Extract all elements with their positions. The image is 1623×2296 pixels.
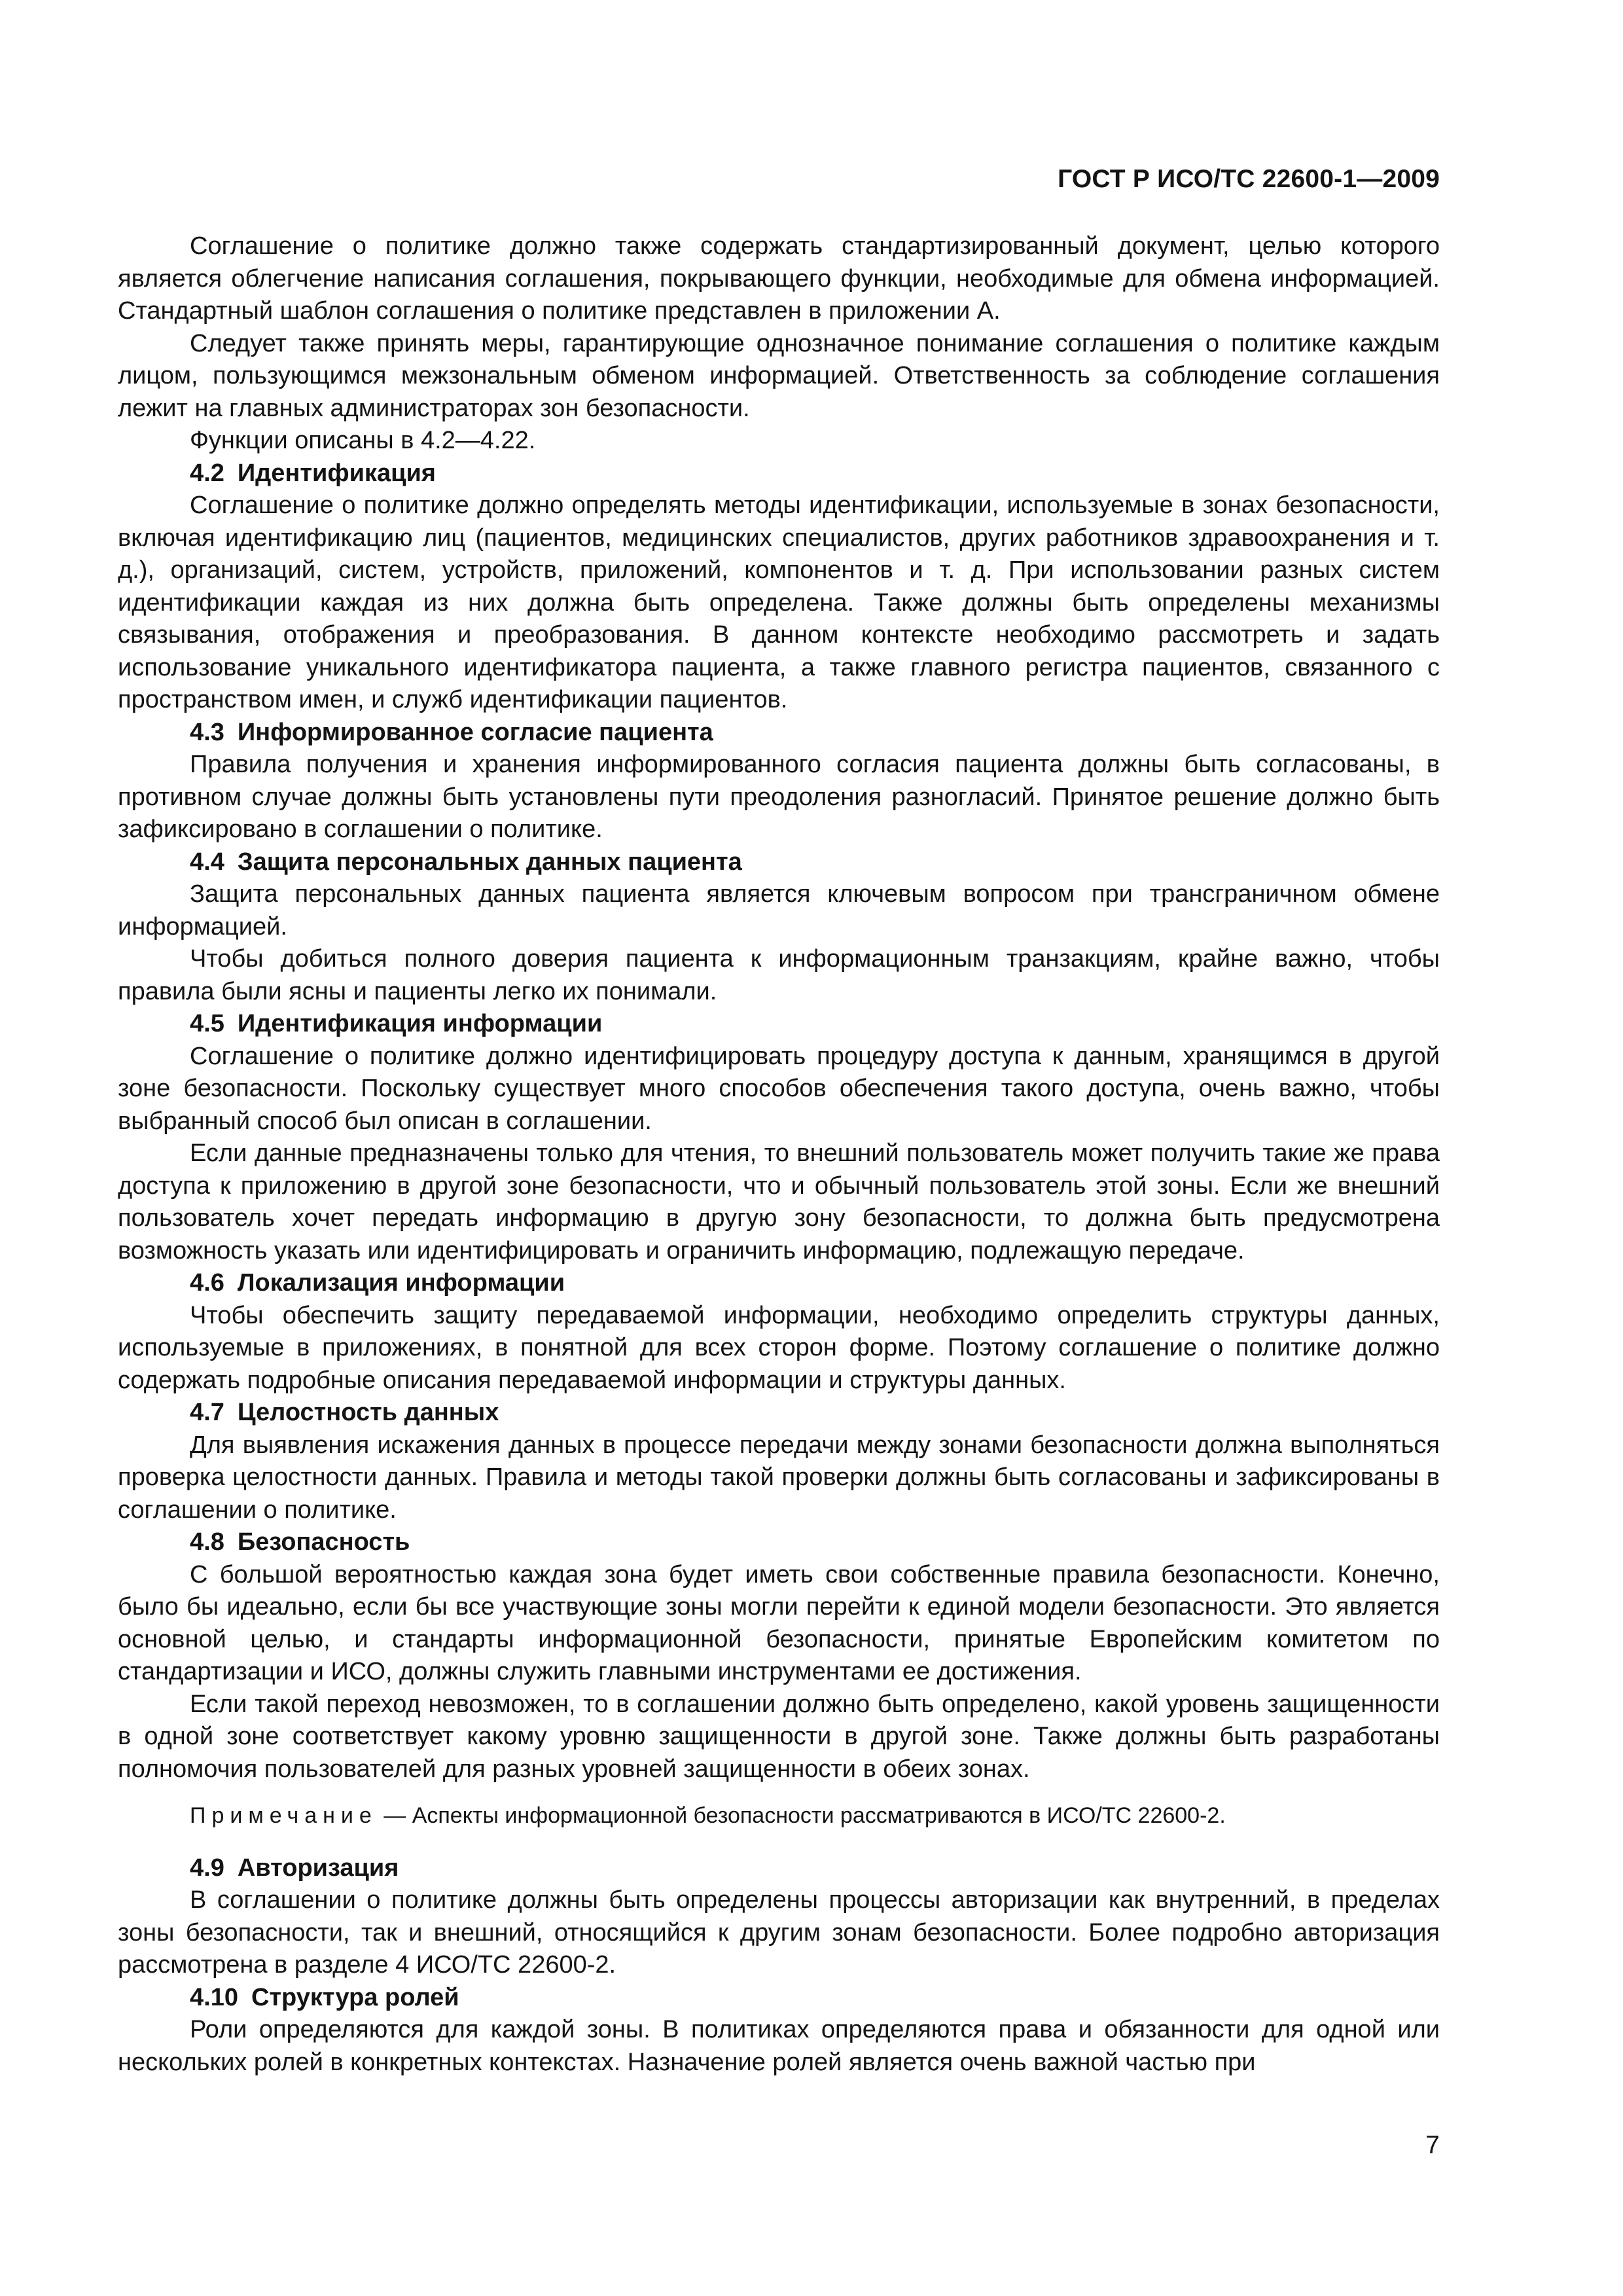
paragraph: Правила получения и хранения информированного согласия пациента должны быть согласованы, в противном случае должны быть установлены пути преодоления разногласий. Принятое решение должно быть зафиксировано в соглашении о политике. [118,751,1440,843]
section-title: Информированное согласие пациента [237,718,713,746]
section-title: Защита персональных данных пациента [237,848,742,876]
paragraph: Соглашение о политике должно также содержать стандартизированный документ, целью которого является облегчение написания соглашения, покрывающего функции, необходимые для обмена информацией. Стандартный шаблон соглашения о политике представлен в приложении А. [118,232,1440,325]
section-number: 4.7 [190,1399,224,1426]
section-heading-4-7 [118,1397,1440,1429]
paragraph: Соглашение о политике должно идентифицировать процедуру доступа к данным, хранящимся в другой зоне безопасности. Поскольку существует много способов обеспечения такого доступа, очень важно, чтобы выбранный способ был описан в соглашении. [118,1042,1440,1135]
paragraph: В соглашении о политике должны быть определены процессы авторизации как внутренний, в пределах зоны безопасности, так и внешний, относящийся к другим зонам безопасности. Более подробно авторизация рассмотрена в разделе 4 ИСО/ТС 22600-2. [118,1886,1440,1979]
paragraph: Если такой переход невозможен, то в соглашении должно быть определено, какой уровень защищенности в одной зоне соответствует какому уровню защищенности в другой зоне. Также должны быть разработаны полномочия пользователей для разных уровней защищенности в обеих зонах. [118,1690,1440,1783]
document-header: ГОСТ Р ИСО/ТС 22600-1—2009 [1058,165,1440,193]
paragraph: Чтобы обеспечить защиту передаваемой информации, необходимо определить структуры данных, используемые в приложениях, в понятной для всех сторон форме. Поэтому соглашение о политике должно содержать подробные описания передаваемой информации и структуры данных. [118,1301,1440,1394]
section-heading-4-8 [118,1526,1440,1559]
section-title: Авторизация [237,1854,399,1882]
document-body [118,230,1440,2079]
section-heading-4-6 [118,1267,1440,1300]
paragraph: Защита персональных данных пациента является ключевым вопросом при трансграничном обмене информацией. [118,880,1440,941]
section-number: 4.2 [190,459,224,487]
paragraph: Если данные предназначены только для чтения, то внешний пользователь может получить такие же права доступа к приложению в другой зоне безопасности, что и обычный пользователь этой зоны. Если же внешний пользователь хочет передать информацию в другую зону безопасности, то должна быть предусмотрена возможность указать или идентифицировать и ограничить информацию, подлежащую передаче. [118,1139,1440,1265]
section-heading-4-9 [118,1852,1440,1885]
section-heading-4-4 [118,846,1440,879]
paragraph: С большой вероятностью каждая зона будет иметь свои собственные правила безопасности. Конечно, было бы идеально, если бы все участвующие зоны могли перейти к единой модели безопасности. Это является основной целью, и стандарты информационной безопасности, принятые Европейским комитетом по стандартизации и ИСО, должны служить главными инструментами ее достижения. [118,1560,1440,1685]
section-heading-4-5 [118,1008,1440,1041]
section-heading-4-3 [118,717,1440,749]
section-heading-4-10 [118,1982,1440,2015]
document-page [118,0,1440,2296]
section-title: Локализация информации [237,1269,565,1297]
page-number: 7 [1425,2131,1440,2159]
section-title: Целостность данных [237,1399,499,1426]
section-number: 4.8 [190,1528,224,1556]
section-title: Структура ролей [251,1983,459,2011]
paragraph: Для выявления искажения данных в процессе передачи между зонами безопасности должна выполняться проверка целостности данных. Правила и методы такой проверки должны быть согласованы и зафиксированы в соглашении о политике. [118,1431,1440,1524]
section-title: Идентификация информации [237,1010,603,1037]
section-number: 4.9 [190,1854,224,1882]
section-number: 4.3 [190,718,224,746]
section-title: Безопасность [237,1528,410,1556]
note-text: — Аспекты информационной безопасности рассматриваются в ИСО/ТС 22600-2. [377,1803,1226,1828]
note-label: Примечание [190,1803,378,1828]
section-number: 4.6 [190,1269,224,1297]
section-number: 4.4 [190,848,224,876]
section-number: 4.10 [190,1983,238,2011]
paragraph: Функции описаны в 4.2—4.22. [190,427,536,454]
paragraph: Чтобы добиться полного доверия пациента к информационным транзакциям, крайне важно, чтобы правила были ясны и пациенты легко их понимали. [118,945,1440,1005]
note [118,1800,1440,1833]
section-title: Идентификация [237,459,436,487]
paragraph: Соглашение о политике должно определять методы идентификации, используемые в зонах безопасности, включая идентификацию лиц (пациентов, медицинских специалистов, других работников здравоохранения и т. д.), организаций, систем, устройств, приложений, компонентов и т. д. При использовании разных систем идентификации каждая из них должна быть определена. Также должны быть определены механизмы связывания, отображения и преобразования. В данном контексте необходимо рассмотреть и задать использование уникального идентификатора пациента, а также главного регистра пациентов, связанного с пространством имен, и служб идентификации пациентов. [118,492,1440,713]
paragraph: Роли определяются для каждой зоны. В политиках определяются права и обязанности для одной или нескольких ролей в конкретных контекстах. Назначение ролей является очень важной частью при [118,2016,1440,2076]
section-number: 4.5 [190,1010,224,1037]
section-heading-4-2 [118,457,1440,490]
paragraph: Следует также принять меры, гарантирующие однозначное понимание соглашения о политике каждым лицом, пользующимся межзональным обменом информацией. Ответственность за соблюдение соглашения лежит на главных администраторах зон безопасности. [118,329,1440,422]
